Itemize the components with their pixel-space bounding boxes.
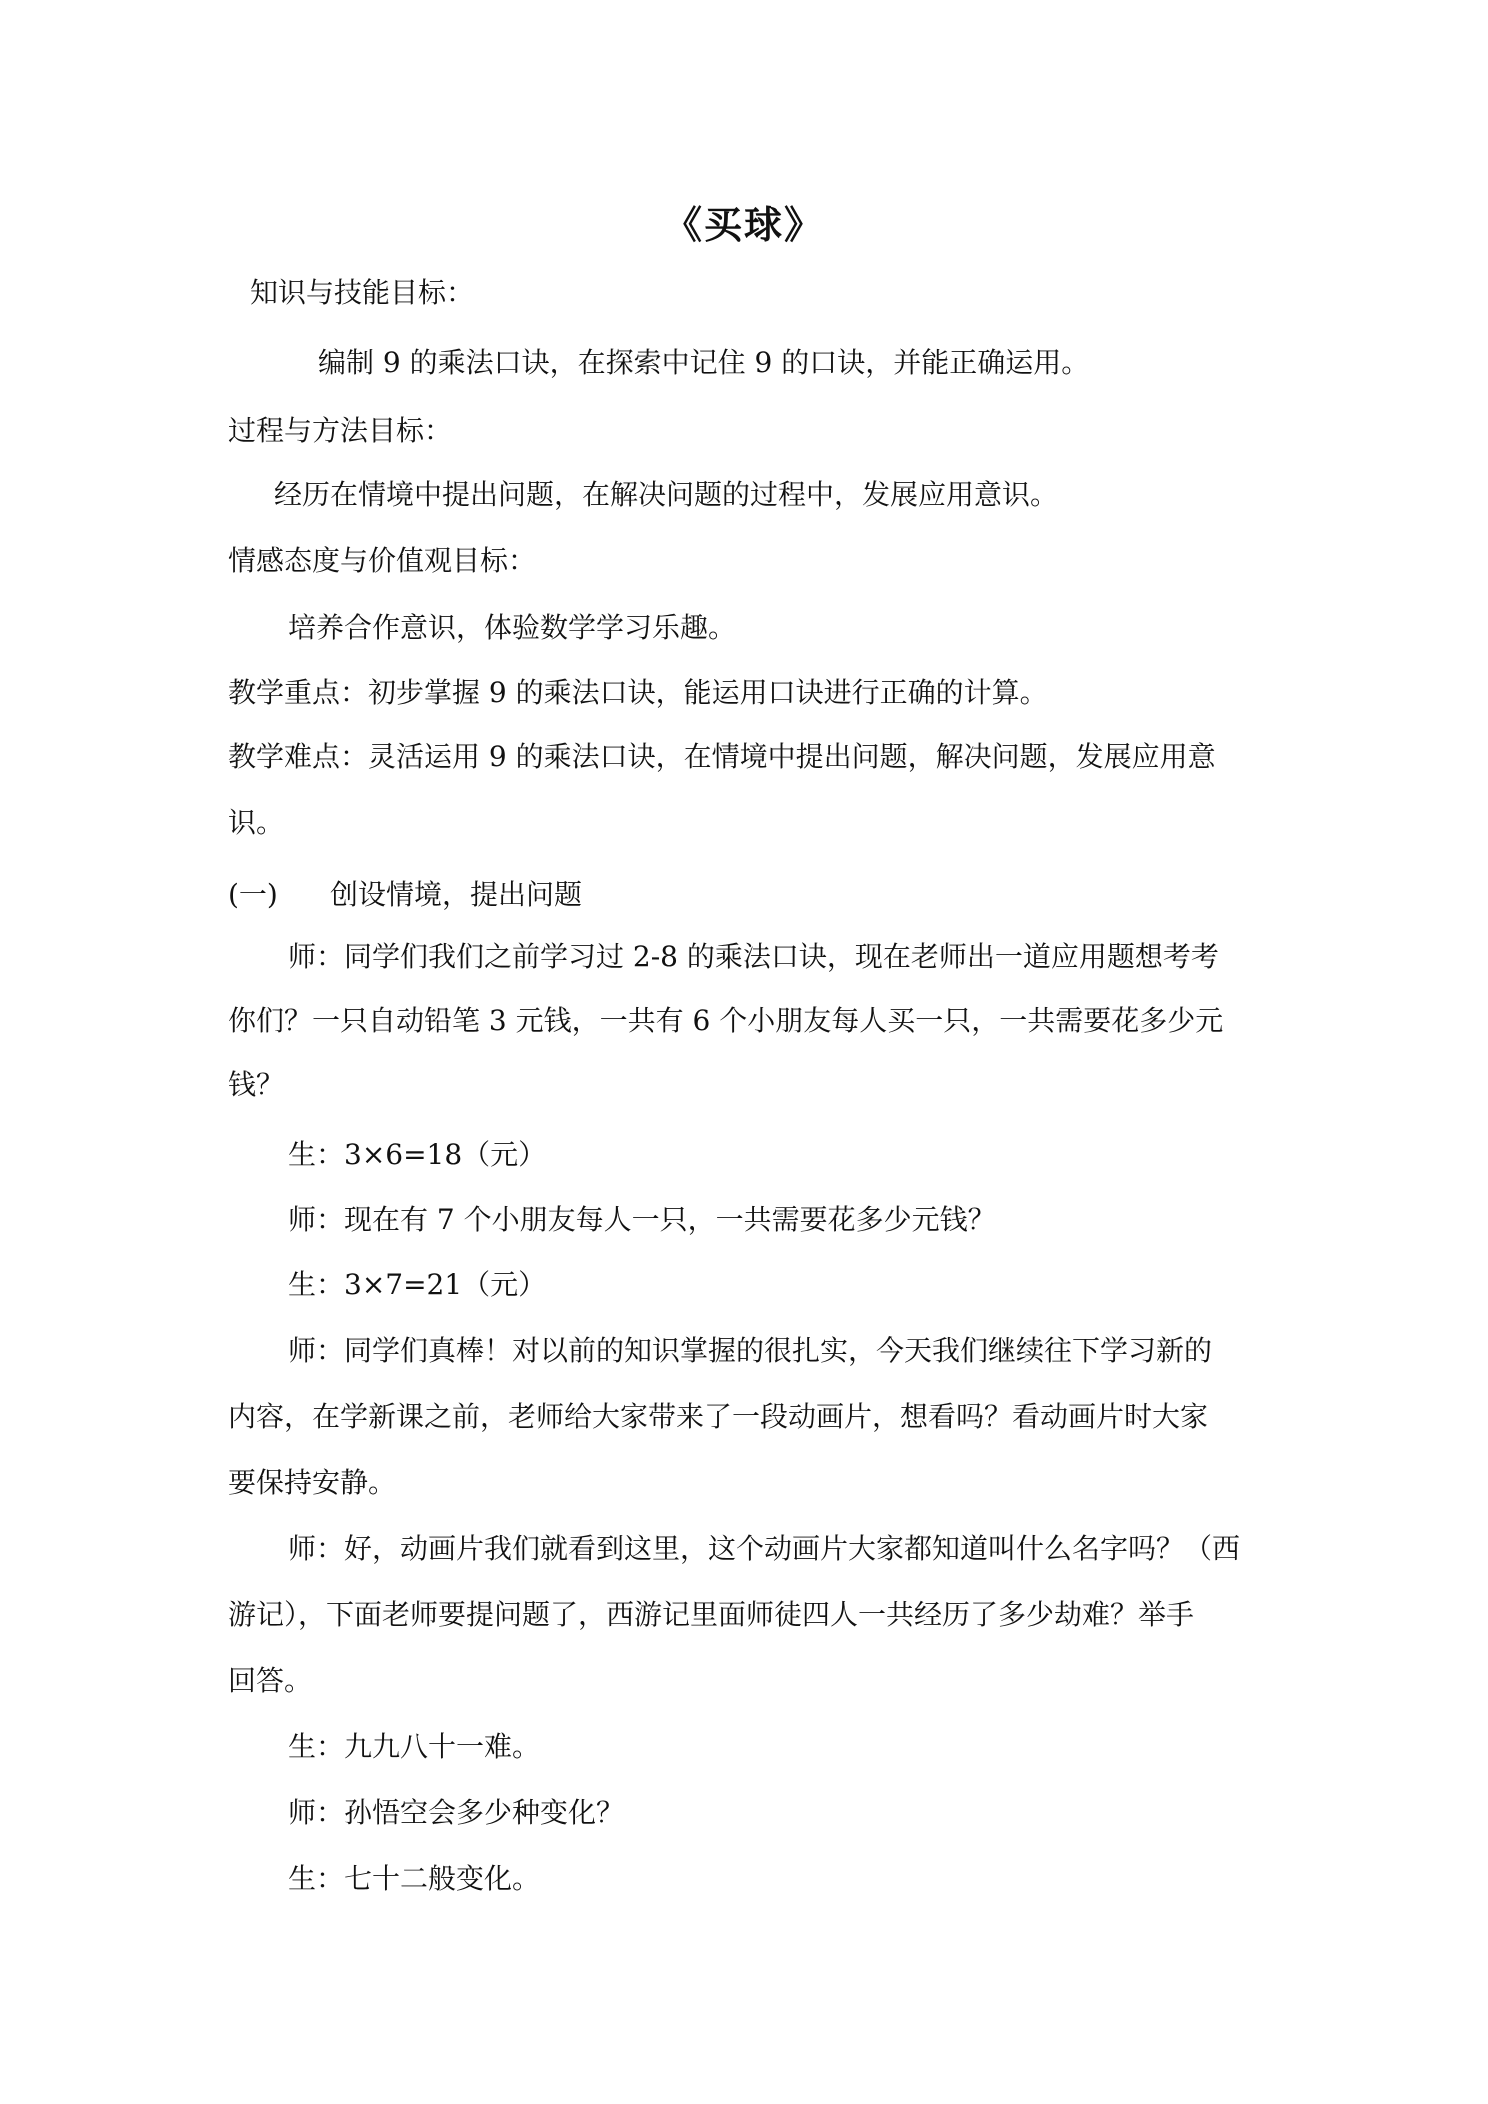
section-number: (一) bbox=[228, 878, 278, 911]
dialogue-line: 师：同学们真棒！对以前的知识掌握的很扎实，今天我们继续往下学习新的 bbox=[288, 1334, 1213, 1367]
dialogue-line: 内容，在学新课之前，老师给大家带来了一段动画片，想看吗？看动画片时大家 bbox=[228, 1400, 1209, 1433]
dialogue-line: 生：七十二般变化。 bbox=[288, 1862, 541, 1895]
dialogue-line: 钱？ bbox=[228, 1068, 285, 1101]
dialogue-line: 师：好，动画片我们就看到这里，这个动画片大家都知道叫什么名字吗？（西 bbox=[288, 1532, 1241, 1565]
dialogue-line: 师：孙悟空会多少种变化？ bbox=[288, 1796, 625, 1829]
dialogue-line: 游记），下面老师要提问题了，西游记里面师徒四人一共经历了多少劫难？举手 bbox=[228, 1598, 1195, 1631]
paragraph-difficulty-cont: 识。 bbox=[228, 806, 285, 839]
dialogue-line: 生：九九八十一难。 bbox=[288, 1730, 541, 1763]
paragraph-emotion-goal-heading: 情感态度与价值观目标： bbox=[228, 544, 537, 577]
paragraph-process-goal: 经历在情境中提出问题，在解决问题的过程中，发展应用意识。 bbox=[274, 478, 1059, 511]
document-title: 《买球》 bbox=[663, 202, 824, 247]
dialogue-line: 师：现在有 7 个小朋友每人一只，一共需要花多少元钱？ bbox=[288, 1203, 996, 1236]
paragraph-knowledge-goal: 编制 9 的乘法口诀，在探索中记住 9 的口诀，并能正确运用。 bbox=[318, 346, 1090, 379]
dialogue-line: 要保持安静。 bbox=[228, 1466, 397, 1499]
paragraph-process-goal-heading: 过程与方法目标： bbox=[228, 414, 453, 447]
dialogue-line: 生：3×6=18（元） bbox=[288, 1138, 547, 1171]
dialogue-line: 回答。 bbox=[228, 1664, 313, 1697]
section-heading bbox=[228, 873, 582, 913]
dialogue-line: 生：3×7=21（元） bbox=[288, 1268, 547, 1301]
paragraph-knowledge-goal-heading: 知识与技能目标： bbox=[250, 276, 475, 309]
dialogue-line: 师：同学们我们之前学习过 2-8 的乘法口诀，现在老师出一道应用题想考考 bbox=[288, 940, 1219, 973]
dialogue-line: 你们？一只自动铅笔 3 元钱，一共有 6 个小朋友每人买一只，一共需要花多少元 bbox=[228, 1004, 1224, 1037]
paragraph-key-point: 教学重点：初步掌握 9 的乘法口诀，能运用口诀进行正确的计算。 bbox=[228, 676, 1048, 709]
paragraph-emotion-goal: 培养合作意识，体验数学学习乐趣。 bbox=[288, 611, 737, 644]
section-label: 创设情境，提出问题 bbox=[330, 878, 583, 911]
paragraph-difficulty: 教学难点：灵活运用 9 的乘法口诀，在情境中提出问题，解决问题，发展应用意 bbox=[228, 740, 1216, 773]
